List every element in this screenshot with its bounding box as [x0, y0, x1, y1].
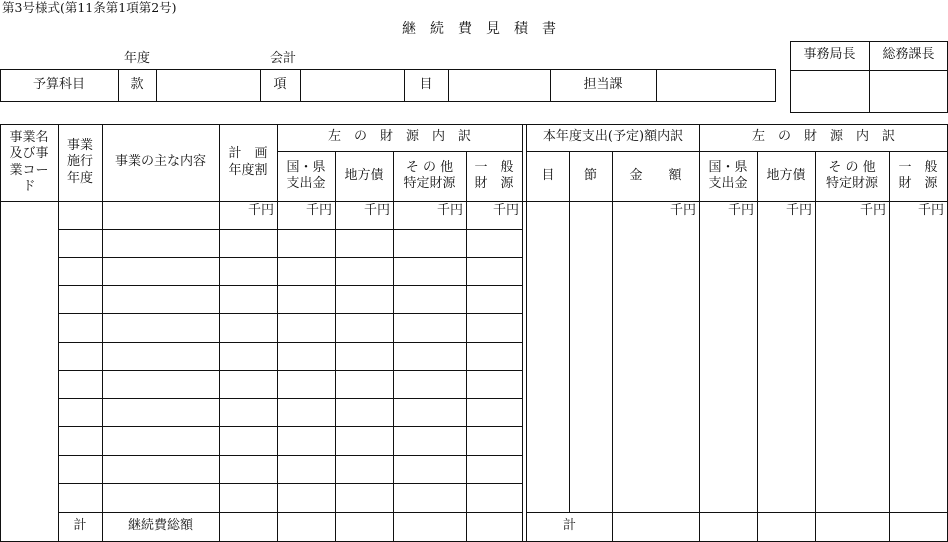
- moku-field[interactable]: [449, 70, 549, 101]
- unit-label: 千円: [436, 203, 463, 218]
- section-label: 担当課: [583, 77, 623, 93]
- right-col-moku: 目: [541, 167, 555, 183]
- right-col-local-bond: 地方債: [766, 167, 806, 183]
- kou-field[interactable]: [301, 70, 403, 101]
- left-col-other-specific: そ の 他 特定財源: [403, 159, 456, 191]
- moku-label: 目: [419, 77, 433, 93]
- unit-label: 千円: [492, 203, 519, 218]
- kan-label: 款: [130, 77, 144, 93]
- section-field[interactable]: [657, 70, 775, 101]
- approval-director-label: 事務局長: [803, 47, 856, 63]
- left-col-national-prefectural: 国・県 支出金: [286, 159, 326, 191]
- right-col-national-prefectural: 国・県 支出金: [708, 159, 748, 191]
- grand-total-label: 継続費総額: [127, 518, 193, 534]
- right-total-label: 計: [562, 518, 576, 534]
- col-header-plan: 計 画 年度割: [228, 146, 268, 178]
- approval-director-seal[interactable]: [791, 71, 868, 112]
- col-header-period: 事業 施行 年度: [66, 138, 93, 186]
- page-title: 継 続 費 見 積 書: [402, 21, 556, 37]
- left-col-general: 一 般 財 源: [474, 159, 514, 191]
- account-label: 会計: [270, 51, 297, 66]
- col-header-content: 事業の主な内容: [114, 154, 206, 170]
- unit-label: 千円: [247, 203, 274, 218]
- unit-label: 千円: [305, 203, 332, 218]
- right-col-setsu: 節: [583, 167, 597, 183]
- unit-label: 千円: [727, 203, 754, 218]
- right-col-amount: 金 額: [629, 167, 682, 183]
- unit-label: 千円: [785, 203, 812, 218]
- unit-label: 千円: [669, 203, 696, 218]
- unit-label: 千円: [859, 203, 886, 218]
- approval-manager-label: 総務課長: [882, 47, 935, 63]
- kou-label: 項: [273, 77, 287, 93]
- right-col-general: 一 般 財 源: [898, 159, 938, 191]
- budget-item-label: 予算科目: [32, 77, 85, 93]
- kan-field[interactable]: [157, 70, 259, 101]
- right-funding-group-header: 左 の 財 源 内 訳: [751, 129, 895, 145]
- form-label: 第3号様式(第11条第1項第2号): [2, 0, 177, 15]
- right-col-other-specific: そ の 他 特定財源: [825, 159, 878, 191]
- left-total-label: 計: [73, 518, 87, 534]
- expense-group-header: 本年度支出(予定)額内訳: [542, 129, 684, 145]
- unit-label: 千円: [917, 203, 944, 218]
- left-funding-group-header: 左 の 財 源 内 訳: [327, 129, 471, 145]
- unit-label: 千円: [363, 203, 390, 218]
- approval-manager-seal[interactable]: [870, 71, 947, 112]
- year-label: 年度: [124, 51, 151, 66]
- col-header-code: 事業名 及び事 業コー ド: [9, 130, 49, 194]
- left-col-local-bond: 地方債: [344, 167, 384, 183]
